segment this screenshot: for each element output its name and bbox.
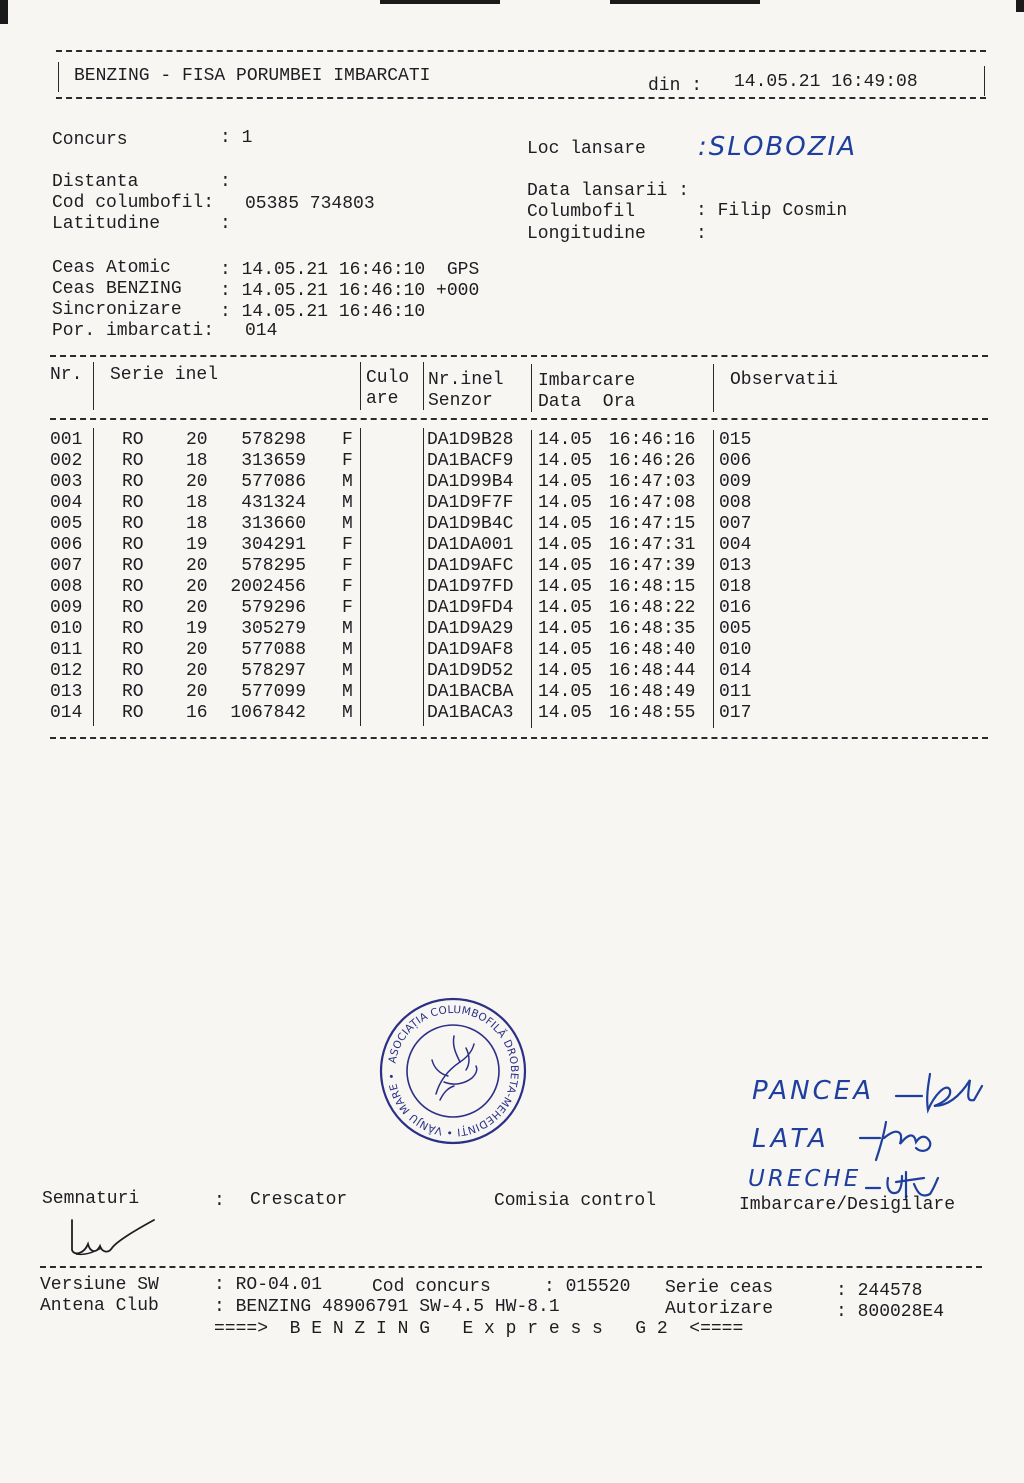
cell-inel: 305279 — [241, 619, 306, 639]
cell-data: 14.05 — [538, 430, 593, 450]
cell-sex: M — [342, 640, 353, 660]
cell-ora: 16:48:35 — [609, 619, 696, 639]
stamp-text: ASOCIAȚIA COLUMBOFILĂ DROBETA-MEHEDINȚI • VÂNJU MARE • — [385, 1003, 521, 1139]
col-sep-culoare-header — [360, 362, 361, 410]
cell-sex: F — [342, 577, 353, 597]
cell-nr: 004 — [50, 493, 83, 513]
cod-concurs-label: Cod concurs — [372, 1277, 491, 1297]
cell-data: 14.05 — [538, 535, 593, 555]
cell-tara: RO — [122, 640, 144, 660]
cell-tara: RO — [122, 535, 144, 555]
header-nr: Nr. — [50, 365, 83, 385]
cell-an: 20 — [186, 640, 208, 660]
col-sep-imbarcare-header — [531, 364, 532, 412]
serie-ceas-label: Serie ceas — [665, 1278, 774, 1298]
cell-obs: 010 — [719, 640, 752, 660]
cell-data: 14.05 — [538, 493, 593, 513]
cell-obs: 011 — [719, 682, 752, 702]
cell-an: 18 — [186, 493, 208, 513]
cell-sex: M — [342, 661, 353, 681]
cell-inel: 577088 — [241, 640, 306, 660]
cell-ora: 16:47:03 — [609, 472, 696, 492]
por-imbarcati-value: 014 — [245, 321, 278, 341]
cell-sex: F — [342, 535, 353, 555]
handwritten-name-lata: LATA — [752, 1124, 830, 1154]
header-culoare-2: are — [366, 389, 399, 409]
cell-senzor: DA1D9FD4 — [427, 598, 514, 618]
cell-data: 14.05 — [538, 703, 593, 723]
ceas-benzing-value: : 14.05.21 16:46:10 +000 — [220, 281, 480, 301]
header-serie-inel: Serie inel — [110, 365, 219, 385]
cell-ora: 16:47:15 — [609, 514, 696, 534]
table-row — [0, 703, 1024, 724]
handwritten-name-ureche: URECHE — [748, 1166, 862, 1192]
cell-ora: 16:48:49 — [609, 682, 696, 702]
cell-sex: M — [342, 682, 353, 702]
autorizare-label: Autorizare — [665, 1299, 774, 1319]
col-sep-senzor-header — [423, 362, 424, 410]
cell-ora: 16:47:08 — [609, 493, 696, 513]
cell-obs: 008 — [719, 493, 752, 513]
cell-tara: RO — [122, 451, 144, 471]
footer-rule — [40, 1266, 982, 1268]
autorizare-value: : 800028E4 — [836, 1302, 945, 1322]
cell-senzor: DA1D9AFC — [427, 556, 514, 576]
cell-nr: 014 — [50, 703, 83, 723]
col-sep-nr-header — [93, 362, 94, 410]
cod-concurs-value: : 015520 — [544, 1277, 631, 1297]
cell-an: 16 — [186, 703, 208, 723]
page-title: BENZING - FISA PORUMBEI IMBARCATI — [74, 66, 431, 86]
cell-sex: M — [342, 703, 353, 723]
cell-senzor: DA1BACF9 — [427, 451, 514, 471]
signature-lata — [856, 1116, 946, 1166]
longitudine-value: : — [696, 224, 707, 244]
cell-obs: 013 — [719, 556, 752, 576]
cell-data: 14.05 — [538, 556, 593, 576]
header-right-border — [984, 66, 985, 96]
cell-inel: 313659 — [241, 451, 306, 471]
cell-data: 14.05 — [538, 682, 593, 702]
versiune-label: Versiune SW — [40, 1275, 159, 1295]
header-top-rule — [56, 50, 986, 52]
cell-inel: 2002456 — [230, 577, 306, 597]
cell-data: 14.05 — [538, 577, 593, 597]
cell-an: 19 — [186, 619, 208, 639]
cell-nr: 006 — [50, 535, 83, 555]
cell-ora: 16:46:26 — [609, 451, 696, 471]
cell-inel: 304291 — [241, 535, 306, 555]
cell-tara: RO — [122, 430, 144, 450]
loc-lansare-label: Loc lansare — [527, 139, 646, 159]
cell-inel: 579296 — [241, 598, 306, 618]
cell-senzor: DA1D99B4 — [427, 472, 514, 492]
cell-ora: 16:48:44 — [609, 661, 696, 681]
cell-ora: 16:48:40 — [609, 640, 696, 660]
cell-senzor: DA1BACA3 — [427, 703, 514, 723]
cell-sex: F — [342, 556, 353, 576]
header-nr-inel-2: Senzor — [428, 391, 493, 411]
distanta-label: Distanta — [52, 172, 139, 192]
cell-nr: 003 — [50, 472, 83, 492]
cell-nr: 011 — [50, 640, 83, 660]
cell-ora: 16:48:55 — [609, 703, 696, 723]
table-row — [0, 640, 1024, 661]
cell-an: 19 — [186, 535, 208, 555]
dove-icon — [432, 1036, 477, 1100]
ceas-atomic-value: : 14.05.21 16:46:10 GPS — [220, 260, 480, 280]
comisia-control-label: Comisia control — [494, 1191, 657, 1211]
cell-an: 20 — [186, 577, 208, 597]
ceas-atomic-label: Ceas Atomic — [52, 258, 171, 278]
cell-sex: M — [342, 493, 353, 513]
cell-nr: 005 — [50, 514, 83, 534]
cell-senzor: DA1D9B4C — [427, 514, 514, 534]
cell-senzor: DA1D9D52 — [427, 661, 514, 681]
header-nr-inel-1: Nr.inel — [428, 370, 504, 390]
association-stamp — [378, 996, 528, 1146]
cell-obs: 015 — [719, 430, 752, 450]
cell-an: 20 — [186, 661, 208, 681]
signature-crescator — [62, 1214, 162, 1264]
cell-data: 14.05 — [538, 619, 593, 639]
cell-senzor: DA1D9B28 — [427, 430, 514, 450]
latitudine-label: Latitudine — [52, 214, 161, 234]
cell-data: 14.05 — [538, 661, 593, 681]
ceas-benzing-label: Ceas BENZING — [52, 279, 182, 299]
table-row — [0, 619, 1024, 640]
table-row — [0, 451, 1024, 472]
cell-senzor: DA1DA001 — [427, 535, 514, 555]
table-row — [0, 661, 1024, 682]
cell-nr: 013 — [50, 682, 83, 702]
scan-edge-mark — [1016, 0, 1024, 12]
cell-data: 14.05 — [538, 598, 593, 618]
latitudine-value: : — [220, 214, 231, 234]
cell-data: 14.05 — [538, 451, 593, 471]
cell-sex: F — [342, 598, 353, 618]
versiune-value: : RO-04.01 — [214, 1275, 323, 1295]
table-row — [0, 682, 1024, 703]
table-row — [0, 598, 1024, 619]
crescator-label: Crescator — [250, 1190, 348, 1210]
cell-sex: F — [342, 451, 353, 471]
cell-an: 18 — [186, 514, 208, 534]
cell-ora: 16:47:39 — [609, 556, 696, 576]
cell-nr: 010 — [50, 619, 83, 639]
scan-edge-mark — [610, 0, 760, 4]
cell-nr: 012 — [50, 661, 83, 681]
cell-tara: RO — [122, 682, 144, 702]
imbarcare-desigilare-label: Imbarcare/Desigilare — [739, 1195, 956, 1215]
table-header-rule — [50, 418, 988, 420]
header-imbarcare-2: Data Ora — [538, 392, 636, 412]
data-lansarii-label: Data lansarii : — [527, 181, 690, 201]
cell-ora: 16:48:15 — [609, 577, 696, 597]
cell-tara: RO — [122, 514, 144, 534]
antena-value: : BENZING 48906791 SW-4.5 HW-8.1 — [214, 1297, 560, 1317]
cell-obs: 016 — [719, 598, 752, 618]
cell-nr: 001 — [50, 430, 83, 450]
col-sep-obs-header — [713, 364, 714, 412]
cell-senzor: DA1D97FD — [427, 577, 514, 597]
cell-senzor: DA1D9AF8 — [427, 640, 514, 660]
sincronizare-value: : 14.05.21 16:46:10 — [220, 302, 426, 322]
semnaturi-colon: : — [214, 1191, 225, 1211]
din-label: din : — [648, 76, 703, 96]
cell-obs: 006 — [719, 451, 752, 471]
scan-edge-mark — [380, 0, 500, 4]
cell-obs: 009 — [719, 472, 752, 492]
cell-tara: RO — [122, 493, 144, 513]
cod-columbofil-value: 05385 734803 — [245, 194, 375, 214]
cod-columbofil-label: Cod columbofil: — [52, 193, 215, 213]
cell-inel: 577099 — [241, 682, 306, 702]
cell-ora: 16:47:31 — [609, 535, 696, 555]
cell-inel: 578295 — [241, 556, 306, 576]
cell-senzor: DA1D9F7F — [427, 493, 514, 513]
header-bottom-rule — [56, 97, 986, 99]
cell-obs: 004 — [719, 535, 752, 555]
cell-nr: 002 — [50, 451, 83, 471]
header-observatii: Observatii — [730, 370, 839, 390]
columbofil-label: Columbofil — [527, 202, 636, 222]
cell-sex: M — [342, 472, 353, 492]
cell-an: 20 — [186, 682, 208, 702]
handwritten-name-pancea: PANCEA — [752, 1076, 874, 1106]
cell-inel: 431324 — [241, 493, 306, 513]
table-top-rule — [50, 355, 988, 357]
semnaturi-label: Semnaturi — [42, 1189, 140, 1209]
scan-edge-mark — [0, 0, 8, 24]
cell-sex: M — [342, 514, 353, 534]
table-row — [0, 472, 1024, 493]
benzing-express-banner: ====> B E N Z I N G E x p r e s s G 2 <==== — [214, 1319, 744, 1339]
cell-obs: 005 — [719, 619, 752, 639]
cell-senzor: DA1BACBA — [427, 682, 514, 702]
din-value: 14.05.21 16:49:08 — [734, 72, 918, 92]
cell-ora: 16:48:22 — [609, 598, 696, 618]
cell-an: 20 — [186, 598, 208, 618]
concurs-value: : 1 — [220, 128, 253, 148]
antena-label: Antena Club — [40, 1296, 159, 1316]
header-left-border — [58, 62, 59, 92]
cell-nr: 009 — [50, 598, 83, 618]
cell-data: 14.05 — [538, 640, 593, 660]
cell-inel: 1067842 — [230, 703, 306, 723]
por-imbarcati-label: Por. imbarcati: — [52, 321, 215, 341]
table-row — [0, 535, 1024, 556]
cell-inel: 313660 — [241, 514, 306, 534]
table-row — [0, 493, 1024, 514]
cell-an: 20 — [186, 472, 208, 492]
table-row — [0, 430, 1024, 451]
cell-obs: 018 — [719, 577, 752, 597]
cell-inel: 577086 — [241, 472, 306, 492]
cell-obs: 007 — [719, 514, 752, 534]
cell-tara: RO — [122, 577, 144, 597]
columbofil-value: : Filip Cosmin — [696, 201, 848, 221]
cell-sex: M — [342, 619, 353, 639]
header-imbarcare-1: Imbarcare — [538, 371, 636, 391]
serie-ceas-value: : 244578 — [836, 1281, 923, 1301]
signature-pancea — [890, 1066, 990, 1116]
cell-an: 18 — [186, 451, 208, 471]
cell-inel: 578298 — [241, 430, 306, 450]
cell-nr: 008 — [50, 577, 83, 597]
cell-tara: RO — [122, 619, 144, 639]
header-culoare-1: Culo — [366, 368, 410, 388]
cell-ora: 16:46:16 — [609, 430, 696, 450]
sincronizare-label: Sincronizare — [52, 300, 182, 320]
cell-tara: RO — [122, 661, 144, 681]
distanta-value: : — [220, 172, 231, 192]
cell-inel: 578297 — [241, 661, 306, 681]
table-bottom-rule — [50, 737, 988, 739]
table-row — [0, 556, 1024, 577]
longitudine-label: Longitudine — [527, 224, 646, 244]
cell-tara: RO — [122, 703, 144, 723]
cell-tara: RO — [122, 598, 144, 618]
stamp-outer-ring — [381, 999, 525, 1143]
cell-sex: F — [342, 430, 353, 450]
cell-tara: RO — [122, 556, 144, 576]
cell-obs: 017 — [719, 703, 752, 723]
cell-data: 14.05 — [538, 472, 593, 492]
loc-lansare-handwritten: :SLOBOZIA — [698, 132, 857, 162]
cell-obs: 014 — [719, 661, 752, 681]
cell-an: 20 — [186, 556, 208, 576]
cell-an: 20 — [186, 430, 208, 450]
cell-tara: RO — [122, 472, 144, 492]
cell-senzor: DA1D9A29 — [427, 619, 514, 639]
cell-nr: 007 — [50, 556, 83, 576]
cell-data: 14.05 — [538, 514, 593, 534]
concurs-label: Concurs — [52, 130, 128, 150]
table-row — [0, 577, 1024, 598]
table-row — [0, 514, 1024, 535]
